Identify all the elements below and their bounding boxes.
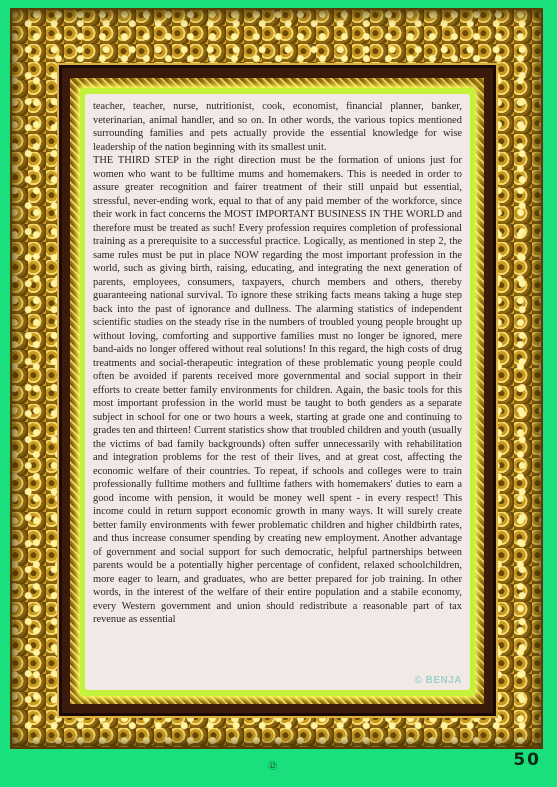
- page-number: 50: [513, 750, 541, 770]
- document-page: [85, 94, 470, 690]
- watermark: © BENJA: [414, 675, 462, 686]
- body-text: teacher, teacher, nurse, nutritionist, cook, economist, financial planner, banker, veterinarian, animal handler, and so on. In other words, the various topics mentioned surrounding families and pets actually provide the essential knowledge for wise leadership of the nation beginning with its smallest unit. THE THIRD STEP in the right direction must be the formation of unions just for women who want to be fulltime mums and homemakers. This is needed in order to assure greater recognition and fairer treatment of their still unpaid but essential, stressful, never-ending work, equal to that of any paid member of the workforce, since their work in fact concerns the MOST IMPORTANT BUSINESS IN THE WORLD and therefore must be treated as such! Every profession requires completion of professional training as a prerequisite to a successful practice. Logically, as mentioned in step 2, the same rules must be put in place NOW regarding the most important profession in the world, such as giving birth, raising, educating, and integrating the next generation of parents, employees, consumers, taxpayers, church members and others, thereby guaranteeing national survival. To ignore these striking facts means taking a huge step back into the past of ignorance and dullness. The alarming statistics of independent scientific studies on the steady rise in the numbers of troubled young people brought up without loving, comforting and supportive families must no longer be ignored, mere band-aids no longer offered without real solutions! In this regard, the high costs of drug treatments and social-therapeutic integration of these problematic young people could often be avoided if parents received more governmental and social support in their efforts to create better family environments for children. Again, the basic tools for this most important profession in the world must be taught to both genders as a separate subject in school for one or two hours a week, starting at grade one and continuing to grades ten and thirteen! Current statistics show that troubled children and youth (usually the victims of bad family backgrounds) often suffer unnecessarily with rehabilitation and integration problems for the rest of their lives, and at great cost, affecting the economic welfare of their countries. To repeat, if schools and colleges were to train professionally fulltime mothers and fulltime fathers with homemakers' duties to earn a good income with pension, it would be money well spent - in every respect! This income could in return support economic growth in many ways. It will surely create better family environments with fewer problematic children and higher childbirth rates, and thus increase consumer spending by creating new employment. Another advantage of government and social support for such democratic, helpful partnerships between parents would be a potentially higher percentage of confident, relaxed schoolchildren, more eager to learn, and graduates, who are better prepared for job training. In other words, in the interest of the welfare of their entire population and a stabile economy, every Western government and union should redistribute a reasonable part of tax revenue as essential: [93, 101, 462, 625]
- footer-mark: ⑫: [268, 762, 278, 772]
